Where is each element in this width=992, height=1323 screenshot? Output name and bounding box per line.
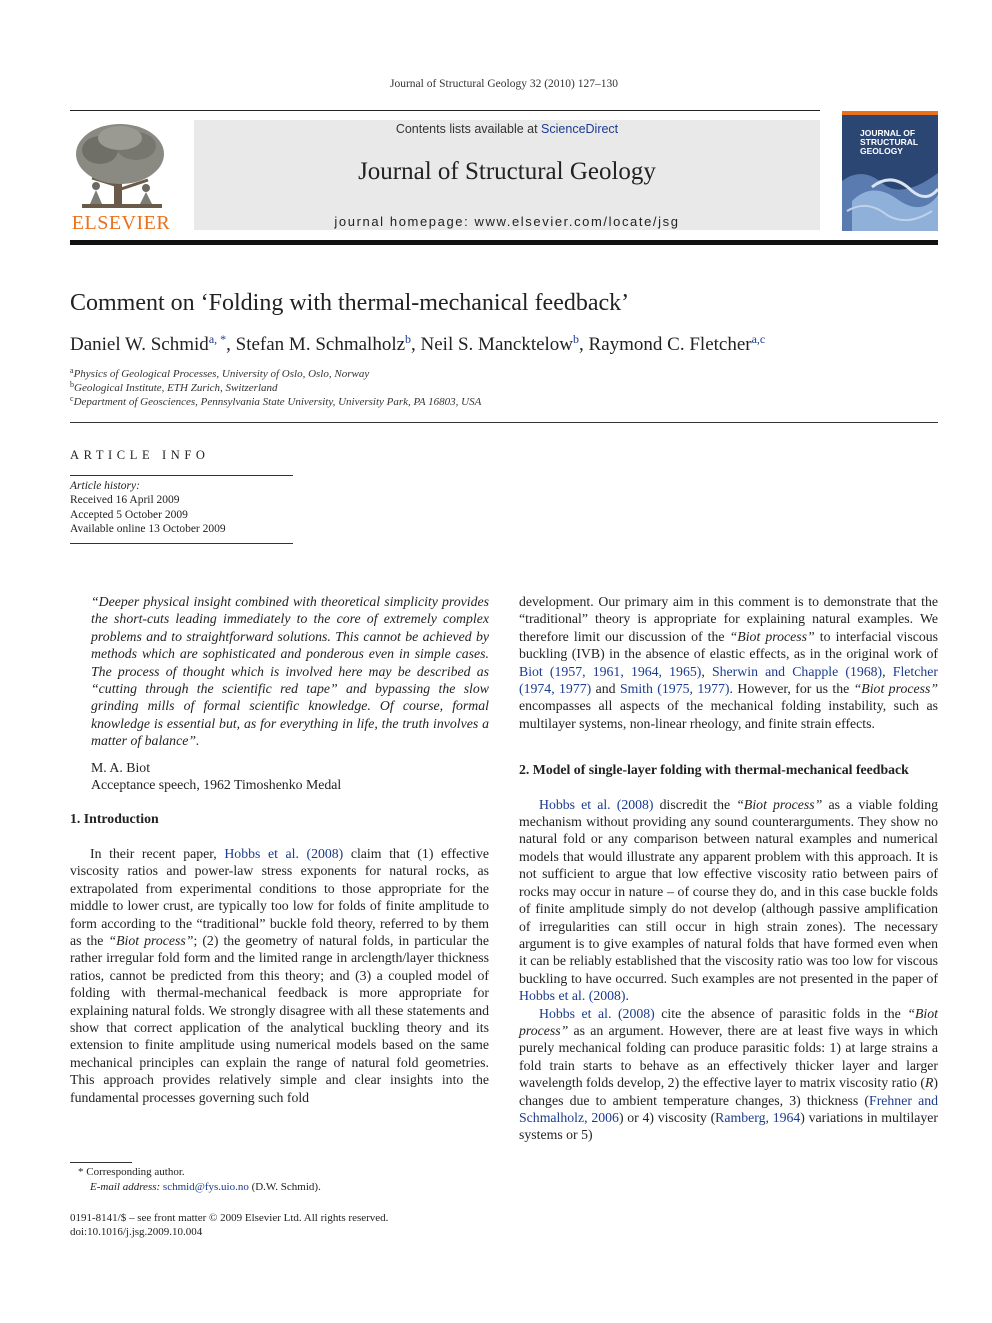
citation-link[interactable]: Fletcher (1974, 1977) <box>519 663 938 697</box>
author-name: Neil S. Mancktelow <box>420 334 574 355</box>
body-text: , <box>701 663 712 679</box>
article-info-heading: ARTICLE INFO <box>70 448 210 462</box>
author-affil-sup[interactable]: a, * <box>208 332 227 346</box>
received-date: Received 16 April 2009 <box>70 494 180 506</box>
citation-link[interactable]: Hobbs et al. (2008) <box>519 988 626 1004</box>
affiliation <box>70 380 278 394</box>
body-text: and <box>591 681 620 697</box>
author-sep: , <box>226 334 236 355</box>
emphasis-text: “Biot process” <box>729 628 815 644</box>
elsevier-wordmark: ELSEVIER <box>71 212 171 234</box>
contents-prefix: Contents lists available at <box>395 122 542 136</box>
body-paragraph <box>70 845 489 1106</box>
emphasis-text: “Biot process” <box>519 1005 938 1038</box>
affiliation-sup: c <box>70 394 74 403</box>
emphasis-text: R <box>924 1075 934 1091</box>
corresponding-note: * Corresponding author. <box>78 1166 185 1178</box>
contents-line <box>194 122 820 136</box>
citation-link[interactable]: Ramberg, 1964 <box>715 1109 801 1125</box>
citation-link[interactable]: Biot (1957, 1961, 1964, 1965) <box>519 663 702 679</box>
email-label: E-mail address: <box>90 1181 161 1193</box>
emphasis-text: “Biot process” <box>736 796 823 812</box>
sciencedirect-link[interactable]: ScienceDirect <box>541 122 619 136</box>
masthead-rule <box>70 240 938 245</box>
affiliation-sup: a <box>70 366 74 375</box>
body-text: to interfacial viscous buckling (IVB) in the absence of elastic effects, as in the original work of <box>519 628 939 662</box>
citation-link[interactable]: Frehner and Schmalholz, 2006 <box>519 1092 939 1125</box>
body-text: development. Our primary aim in this comment is to demonstrate that the “traditional” theory is appropriate for explaining natural examples. We therefore limit our discussion of the <box>519 594 938 644</box>
author-name: Stefan M. Schmalholz <box>235 334 406 355</box>
author-list <box>70 332 765 356</box>
body-text: discredit the <box>653 796 737 812</box>
body-text: ) or 4) viscosity ( <box>618 1109 716 1125</box>
footnote-rule <box>70 1162 132 1163</box>
journal-title: Journal of Structural Geology <box>358 158 656 185</box>
body-text: encompasses all aspects of the mechanical folding instability, such as multilayer systems, non-linear rheology, and finite strain effects. <box>519 698 938 731</box>
article-history-label: Article history: <box>70 480 140 492</box>
body-text: ) changes due to ambient temperature changes, 3) thickness ( <box>519 1075 938 1108</box>
author-name: Daniel W. Schmid <box>70 334 209 355</box>
article-info-rule-bottom <box>70 543 293 544</box>
journal-homepage[interactable]: journal homepage: www.elsevier.com/locate/jsg <box>334 214 680 229</box>
citation-link[interactable]: Hobbs et al. (2008) <box>224 845 344 861</box>
citation-link[interactable]: Smith (1975, 1977) <box>619 681 730 697</box>
affiliation-rule <box>70 422 938 423</box>
author-affil-sup[interactable]: a,c <box>751 332 766 346</box>
doi-line[interactable]: doi:10.1016/j.jsg.2009.10.004 <box>70 1226 203 1238</box>
affiliation-text: Department of Geosciences, Pennsylvania State University, University Park, PA 16803, USA <box>73 396 482 408</box>
email-owner: (D.W. Schmid). <box>248 1181 321 1193</box>
body-paragraph <box>519 796 938 1005</box>
article-info-rule-top <box>70 475 293 476</box>
header-rule <box>70 110 820 111</box>
body-text: . <box>625 988 629 1004</box>
cover-title-line: GEOLOGY <box>860 146 903 156</box>
journal-cover <box>842 111 938 231</box>
body-text: . However, for us the <box>729 681 854 697</box>
cover-title <box>860 129 918 156</box>
affiliation <box>70 366 369 380</box>
emphasis-text: “Biot process” <box>853 681 938 697</box>
emphasis-text: “Biot process” <box>108 932 194 948</box>
affiliation-sup: b <box>70 380 74 389</box>
affiliation-text: Physics of Geological Processes, University of Oslo, Oslo, Norway <box>73 368 370 380</box>
affiliation-text: Geological Institute, ETH Zurich, Switzerland <box>74 382 278 394</box>
body-text: claim that (1) effective viscosity ratios and power-law stress exponents for natural rocks, as extrapolated from experimental conditions to those appropriate for the middle to lower crust, are typically too low for folds of finite amplitude to form according to the “traditional” buckle fold theory, referred to by them as the <box>70 845 490 948</box>
body-paragraph <box>519 593 938 732</box>
epigraph-author: M. A. Biot <box>91 759 151 775</box>
citation-link[interactable]: Hobbs et al. (2008) <box>539 796 654 812</box>
body-text: In their recent paper, <box>90 845 225 861</box>
article-title: Comment on ‘Folding with thermal-mechanical feedback’ <box>70 290 630 316</box>
author-name: Raymond C. Fletcher <box>588 334 752 355</box>
email-link[interactable]: schmid@fys.uio.no <box>162 1181 249 1193</box>
section-heading: 2. Model of single-layer folding with thermal-mechanical feedback <box>519 762 909 778</box>
author-affil-sup[interactable]: b <box>405 332 412 346</box>
journal-masthead <box>194 120 820 230</box>
right-column <box>519 593 938 1144</box>
citation-link[interactable]: Sherwin and Chapple (1968) <box>711 663 883 679</box>
copyright-line: 0191-8141/$ – see front matter © 2009 Elsevier Ltd. All rights reserved. <box>70 1212 389 1224</box>
email-note <box>90 1181 321 1193</box>
running-head: Journal of Structural Geology 32 (2010) 127–130 <box>389 78 619 90</box>
body-text: as an argument. However, there are at least five ways in which purely mechanical folding can produce parasitic folds: 1) at large strains a fold train starts to behave as an effectively thicker layer and larger wavelength folds develop, 2) the effective layer to matrix viscosity ratio ( <box>519 1022 938 1091</box>
author-sep: , <box>411 334 421 355</box>
epigraph-source: Acceptance speech, 1962 Timoshenko Medal <box>91 777 342 793</box>
author-sep: , <box>579 334 589 355</box>
body-text: ; (2) the geometry of natural folds, in particular the rather irregular fold form and the limited range in arclength/layer thickness ratios, cannot be predicted from this theory; and (3) a coupled model of folding with thermal-mechanical feedback is more appropriate for explaining natural folds. We strongly disagree with all these statements and show that correct application of the analytical buckling theory and its extension to finite amplitude using numerical models based on the same mechanical principles can explain the range of natural fold geometries. This approach provides relatively simple and clear insights into the fundamental processes governing such fold <box>70 932 489 1105</box>
body-paragraph <box>519 1005 938 1144</box>
epigraph-text: “Deeper physical insight combined with theoretical simplicity provides the short-cuts leading immediately to the core of extremely complex problems and to straightforward solutions. This cannot be achieved by methods which are sophisticated and ponderous even in simple cases. The process of thought which is involved here may be described as “cutting through the scientific red tape” and bypassing the slow grinding mills of formal scientific knowledge. Of course, formal knowledge is essential but, as for everything in life, the truth involves a matter of balance”. <box>91 594 489 749</box>
accepted-date: Accepted 5 October 2009 <box>70 509 188 521</box>
body-text: cite the absence of parasitic folds in the <box>654 1005 908 1021</box>
epigraph <box>70 593 489 793</box>
author-affil-sup[interactable]: b <box>573 332 580 346</box>
affiliation <box>70 394 481 408</box>
body-text: ) variations in multilayer systems or 5) <box>519 1109 938 1143</box>
section-heading: 1. Introduction <box>70 811 159 827</box>
body-text: as a viable folding mechanism without providing any sound counterarguments. They show no natural fold or any comparison between natural examples and numerical models that would illustrate any apparent problem with this approach. It is not sufficient to argue that low effective viscosity ratio between pairs of rocks may occur in nature – of course they do, and in this case buckle folds of finite amplitude simply do not develop (although passive amplification of irregularities can still occur in high strain zones). The necessary argument is to give examples of natural folds that have formed even when it can be reliably established that the viscosity ratio was too low for viscous buckling to have occurred. Such examples are not presented in the paper of <box>519 796 939 986</box>
online-date: Available online 13 October 2009 <box>70 523 226 535</box>
body-text: , <box>882 663 893 679</box>
citation-link[interactable]: Hobbs et al. (2008) <box>539 1005 655 1021</box>
left-column <box>70 593 489 1106</box>
cover-title-line: STRUCTURAL <box>860 137 919 147</box>
cover-title-line: JOURNAL OF <box>860 128 916 138</box>
